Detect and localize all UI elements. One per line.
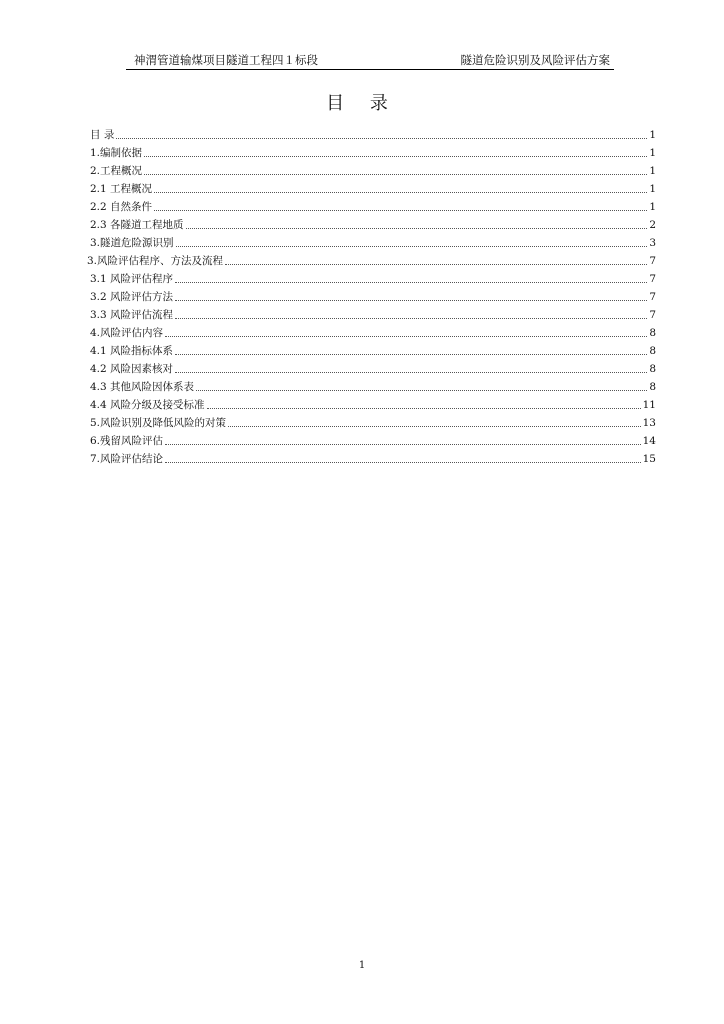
header-project-name: 神渭管道输煤项目隧道工程四１标段 [134, 53, 318, 67]
toc-entry[interactable] [87, 124, 656, 142]
toc-entry-label: 2.2 自然条件 [90, 201, 153, 213]
toc-dot-leader [225, 264, 647, 265]
toc-entry[interactable] [87, 178, 656, 196]
toc-entry-label: 6.残留风险评估 [90, 435, 164, 447]
toc-entry[interactable] [87, 268, 656, 286]
toc-entry-page: 14 [642, 435, 656, 447]
page-header [126, 53, 614, 70]
toc-entry-page: 11 [642, 399, 656, 411]
toc-entry-page: 1 [649, 165, 656, 177]
toc-entry[interactable] [87, 286, 656, 304]
toc-entry[interactable] [87, 232, 656, 250]
toc-entry-label: 4.2 风险因素核对 [90, 363, 174, 375]
toc-entry-page: 1 [649, 183, 656, 195]
toc-entry-page: 8 [649, 363, 656, 375]
toc-dot-leader [175, 318, 647, 319]
toc-entry-label: 3.隧道危险源识别 [90, 237, 174, 249]
toc-dot-leader [176, 246, 648, 247]
toc-entry[interactable] [87, 394, 656, 412]
toc-dot-leader [165, 462, 641, 463]
toc-entry[interactable] [87, 214, 656, 232]
toc-dot-leader [186, 228, 648, 229]
toc-entry-label: 3.3 风险评估流程 [90, 309, 174, 321]
toc-entry-label: 2.1 工程概况 [90, 183, 153, 195]
toc-entry[interactable] [87, 160, 656, 178]
toc-entry-label: 3.1 风险评估程序 [90, 273, 174, 285]
header-document-title: 隧道危险识别及风险评估方案 [460, 53, 610, 67]
toc-entry-page: 8 [649, 327, 656, 339]
toc-entry-page: 1 [649, 201, 656, 213]
toc-dot-leader [165, 336, 647, 337]
toc-entry[interactable] [87, 358, 656, 376]
toc-entry[interactable] [87, 322, 656, 340]
toc-entry-page: 7 [649, 291, 656, 303]
toc-dot-leader [175, 282, 647, 283]
toc-entry-page: 3 [649, 237, 656, 249]
page-number: 1 [358, 960, 366, 971]
toc-entry-label: 4.1 风险指标体系 [90, 345, 174, 357]
toc-entry[interactable] [87, 412, 656, 430]
toc-entry-label: 2.工程概况 [90, 165, 143, 177]
toc-entry-page: 8 [649, 345, 656, 357]
toc-entry-label: 目 录 [90, 129, 115, 141]
toc-dot-leader [144, 156, 647, 157]
toc-entry-label: 4.3 其他风险因体系表 [90, 381, 195, 393]
toc-dot-leader [144, 174, 647, 175]
toc-entry-label: 5.风险识别及降低风险的对策 [90, 417, 227, 429]
toc-entry-label: 4.4 风险分级及接受标准 [90, 399, 205, 411]
toc-entry[interactable] [87, 304, 656, 322]
toc-entry-page: 13 [642, 417, 656, 429]
toc-dot-leader [228, 426, 641, 427]
toc-entry-label: 3.2 风险评估方法 [90, 291, 174, 303]
toc-entry-page: 7 [649, 273, 656, 285]
toc-entry-label: 1.编制依据 [90, 147, 143, 159]
toc-dot-leader [154, 210, 647, 211]
toc-entry[interactable] [87, 142, 656, 160]
toc-title: 目 录 [326, 93, 398, 114]
toc-dot-leader [154, 192, 647, 193]
toc-dot-leader [165, 444, 641, 445]
toc-entry-page: 1 [649, 129, 656, 141]
toc-entry-page: 2 [649, 219, 656, 231]
toc-dot-leader [175, 300, 647, 301]
toc-entry-page: 7 [649, 255, 656, 267]
toc-entry-label: 4.风险评估内容 [90, 327, 164, 339]
toc-entry-page: 8 [649, 381, 656, 393]
toc-entry-label: 3.风险评估程序、方法及流程 [87, 255, 224, 267]
toc-entry-label: 2.3 各隧道工程地质 [90, 219, 184, 231]
toc-entry-page: 1 [649, 147, 656, 159]
toc-dot-leader [175, 372, 647, 373]
toc-dot-leader [207, 408, 641, 409]
toc-dot-leader [175, 354, 647, 355]
toc-entry[interactable] [87, 376, 656, 394]
toc-entry[interactable] [87, 430, 656, 448]
toc-entry-page: 15 [642, 453, 656, 465]
toc-entry-label: 7.风险评估结论 [90, 453, 164, 465]
toc-dot-leader [196, 390, 647, 391]
toc-entry[interactable] [87, 448, 656, 466]
toc-entry-page: 7 [649, 309, 656, 321]
toc-entry[interactable] [87, 196, 656, 214]
table-of-contents [87, 124, 656, 466]
toc-entry[interactable] [87, 340, 656, 358]
toc-dot-leader [116, 138, 647, 139]
toc-entry[interactable] [87, 250, 656, 268]
